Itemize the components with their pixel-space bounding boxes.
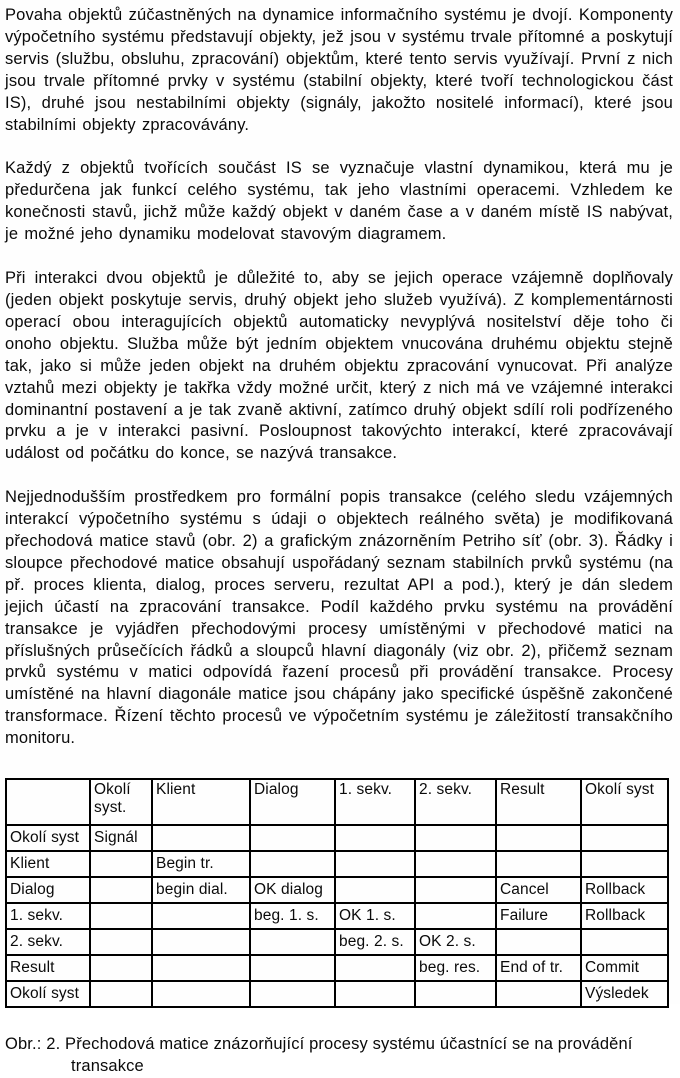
matrix-header-cell: Result	[496, 779, 581, 825]
matrix-cell	[250, 955, 335, 981]
matrix-cell	[581, 825, 668, 851]
matrix-cell: OK 1. s.	[335, 903, 415, 929]
paragraph-2: Každý z objektů tvořících součást IS se vyznačuje vlastní dynamikou, která mu je předurčena jak funkcí celého systému, tak jeho vlastními operacemi. Vzhledem ke konečnosti stavů, jichž může každý objekt v daném čase a v daném místě IS nabývat, je možné jeho dynamiku modelovat stavovým diagramem.	[5, 159, 673, 244]
matrix-row-label: Okolí syst	[6, 825, 90, 851]
matrix-cell: beg. 1. s.	[250, 903, 335, 929]
matrix-cell	[152, 955, 250, 981]
matrix-row-label: Result	[6, 955, 90, 981]
matrix-row-label: Klient	[6, 851, 90, 877]
matrix-cell	[250, 929, 335, 955]
matrix-cell: End of tr.	[496, 955, 581, 981]
matrix-header-cell: 2. sekv.	[415, 779, 496, 825]
matrix-header-cell: Klient	[152, 779, 250, 825]
matrix-row-label: 2. sekv.	[6, 929, 90, 955]
matrix-cell	[90, 955, 152, 981]
matrix-cell: beg. 2. s.	[335, 929, 415, 955]
matrix-cell	[496, 825, 581, 851]
table-row	[6, 955, 668, 981]
matrix-cell	[152, 929, 250, 955]
matrix-header-cell: Okolí syst.	[90, 779, 152, 825]
matrix-row-label: Okolí syst	[6, 981, 90, 1007]
table-row	[6, 903, 668, 929]
figure-caption-line2: transakce	[71, 1057, 144, 1075]
matrix-cell	[335, 877, 415, 903]
matrix-header-cell: Okolí syst	[581, 779, 668, 825]
matrix-cell	[335, 981, 415, 1007]
matrix-row-label: Dialog	[6, 877, 90, 903]
matrix-cell	[581, 851, 668, 877]
matrix-cell	[152, 981, 250, 1007]
table-row	[6, 981, 668, 1007]
figure-caption-line1: Obr.: 2. Přechodová matice znázorňující procesy systému účastnící se na provádění	[5, 1035, 633, 1054]
matrix-cell	[335, 955, 415, 981]
table-row	[6, 825, 668, 851]
matrix-cell	[581, 929, 668, 955]
matrix-cell	[496, 981, 581, 1007]
matrix-cell	[335, 851, 415, 877]
matrix-cell	[90, 903, 152, 929]
matrix-cell: OK dialog	[250, 877, 335, 903]
matrix-cell: Failure	[496, 903, 581, 929]
matrix-cell: Rollback	[581, 877, 668, 903]
matrix-cell	[415, 825, 496, 851]
matrix-cell: Signál	[90, 825, 152, 851]
matrix-cell	[90, 877, 152, 903]
matrix-cell: Rollback	[581, 903, 668, 929]
matrix-cell: begin dial.	[152, 877, 250, 903]
figure-caption	[5, 1034, 673, 1078]
matrix-header-cell: 1. sekv.	[335, 779, 415, 825]
table-row	[6, 851, 668, 877]
matrix-cell	[415, 851, 496, 877]
paragraph-3: Při interakci dvou objektů je důležité to, aby se jejich operace vzájemně doplňovaly (jeden objekt poskytuje servis, druhý objekt jeho služeb využívá). Z komplementárnosti operací obou interagujících objektů automaticky nevyplývá nositelství děje toho či onoho objektu. Služba může být jedním objektem vnucována druhému objektu stejně tak, jako si může jeden objekt na druhém objektu zpracování vynucovat. Při analýze vztahů mezi objekty je takřka vždy možné určit, který z nich má ve vzájemné interakci dominantní postavení a je tak zvaně aktivní, zatímco druhý objekt sdílí roli podřízeného prvku a je v interakci pasivní. Posloupnost takovýchto interakcí, které zpracovávají událost od počátku do konce, se nazývá transakce.	[5, 269, 673, 463]
table-row	[6, 877, 668, 903]
matrix-cell	[335, 825, 415, 851]
matrix-cell	[250, 981, 335, 1007]
matrix-cell	[250, 825, 335, 851]
paragraph-1: Povaha objektů zúčastněných na dynamice informačního systému je dvojí. Komponenty výpočetního systému představují objekty, jež jsou v systému trvale přítomné a poskytují servis (službu, obsluhu, zpracování) objektům, které tento servis využívají. První z nich jsou trvale přítomné prvky v systému (stabilní objekty, které tvoří technologickou část IS), druhé jsou nestabilními objekty (signály, jakožto nositelé informací), které jsou stabilními objekty zpracovávány.	[5, 6, 673, 134]
matrix-cell	[415, 877, 496, 903]
matrix-cell	[496, 851, 581, 877]
matrix-cell	[496, 929, 581, 955]
matrix-header-cell: Dialog	[250, 779, 335, 825]
matrix-cell: Commit	[581, 955, 668, 981]
matrix-cell	[90, 929, 152, 955]
matrix-cell	[152, 903, 250, 929]
matrix-cell	[250, 851, 335, 877]
matrix-row-label: 1. sekv.	[6, 903, 90, 929]
matrix-cell: beg. res.	[415, 955, 496, 981]
matrix-cell: Výsledek	[581, 981, 668, 1007]
transition-matrix-table	[5, 778, 669, 1008]
matrix-cell: Cancel	[496, 877, 581, 903]
table-row	[6, 929, 668, 955]
matrix-cell	[90, 981, 152, 1007]
matrix-cell	[152, 825, 250, 851]
matrix-cell: Begin tr.	[152, 851, 250, 877]
matrix-cell	[415, 903, 496, 929]
matrix-cell	[90, 851, 152, 877]
matrix-cell: OK 2. s.	[415, 929, 496, 955]
matrix-header-row	[6, 779, 668, 825]
matrix-corner-cell	[6, 779, 90, 825]
paragraph-4: Nejjednodušším prostředkem pro formální popis transakce (celého sledu vzájemných interakcí výpočetního systému s údaji o objektech reálného světa) je modifikovaná přechodová matice stavů (obr. 2) a grafickým znázorněním Petriho síť (obr. 3). Řádky i sloupce přechodové matice obsahují uspořádaný seznam stabilních prvků systému (na př. proces klienta, dialog, proces serveru, rezultat API a pod.), který je dán sledem jejich účastí na zpracování transakce. Podíl každého prvku systému na provádění transakce je vyjádřen přechodovými procesy umístěnými v přechodové matici na příslušných průsečících řádků a sloupců hlavní diagonály (viz obr. 2), přičemž seznam prvků systému v matici odpovídá řazení procesů při provádění transakce. Procesy umístěné na hlavní diagonále matice jsou chápány jako specifické úspěšně zakončené transformace. Řízení těchto procesů ve výpočetním systému je záležitostí transakčního monitoru.	[5, 488, 673, 748]
matrix-cell	[415, 981, 496, 1007]
